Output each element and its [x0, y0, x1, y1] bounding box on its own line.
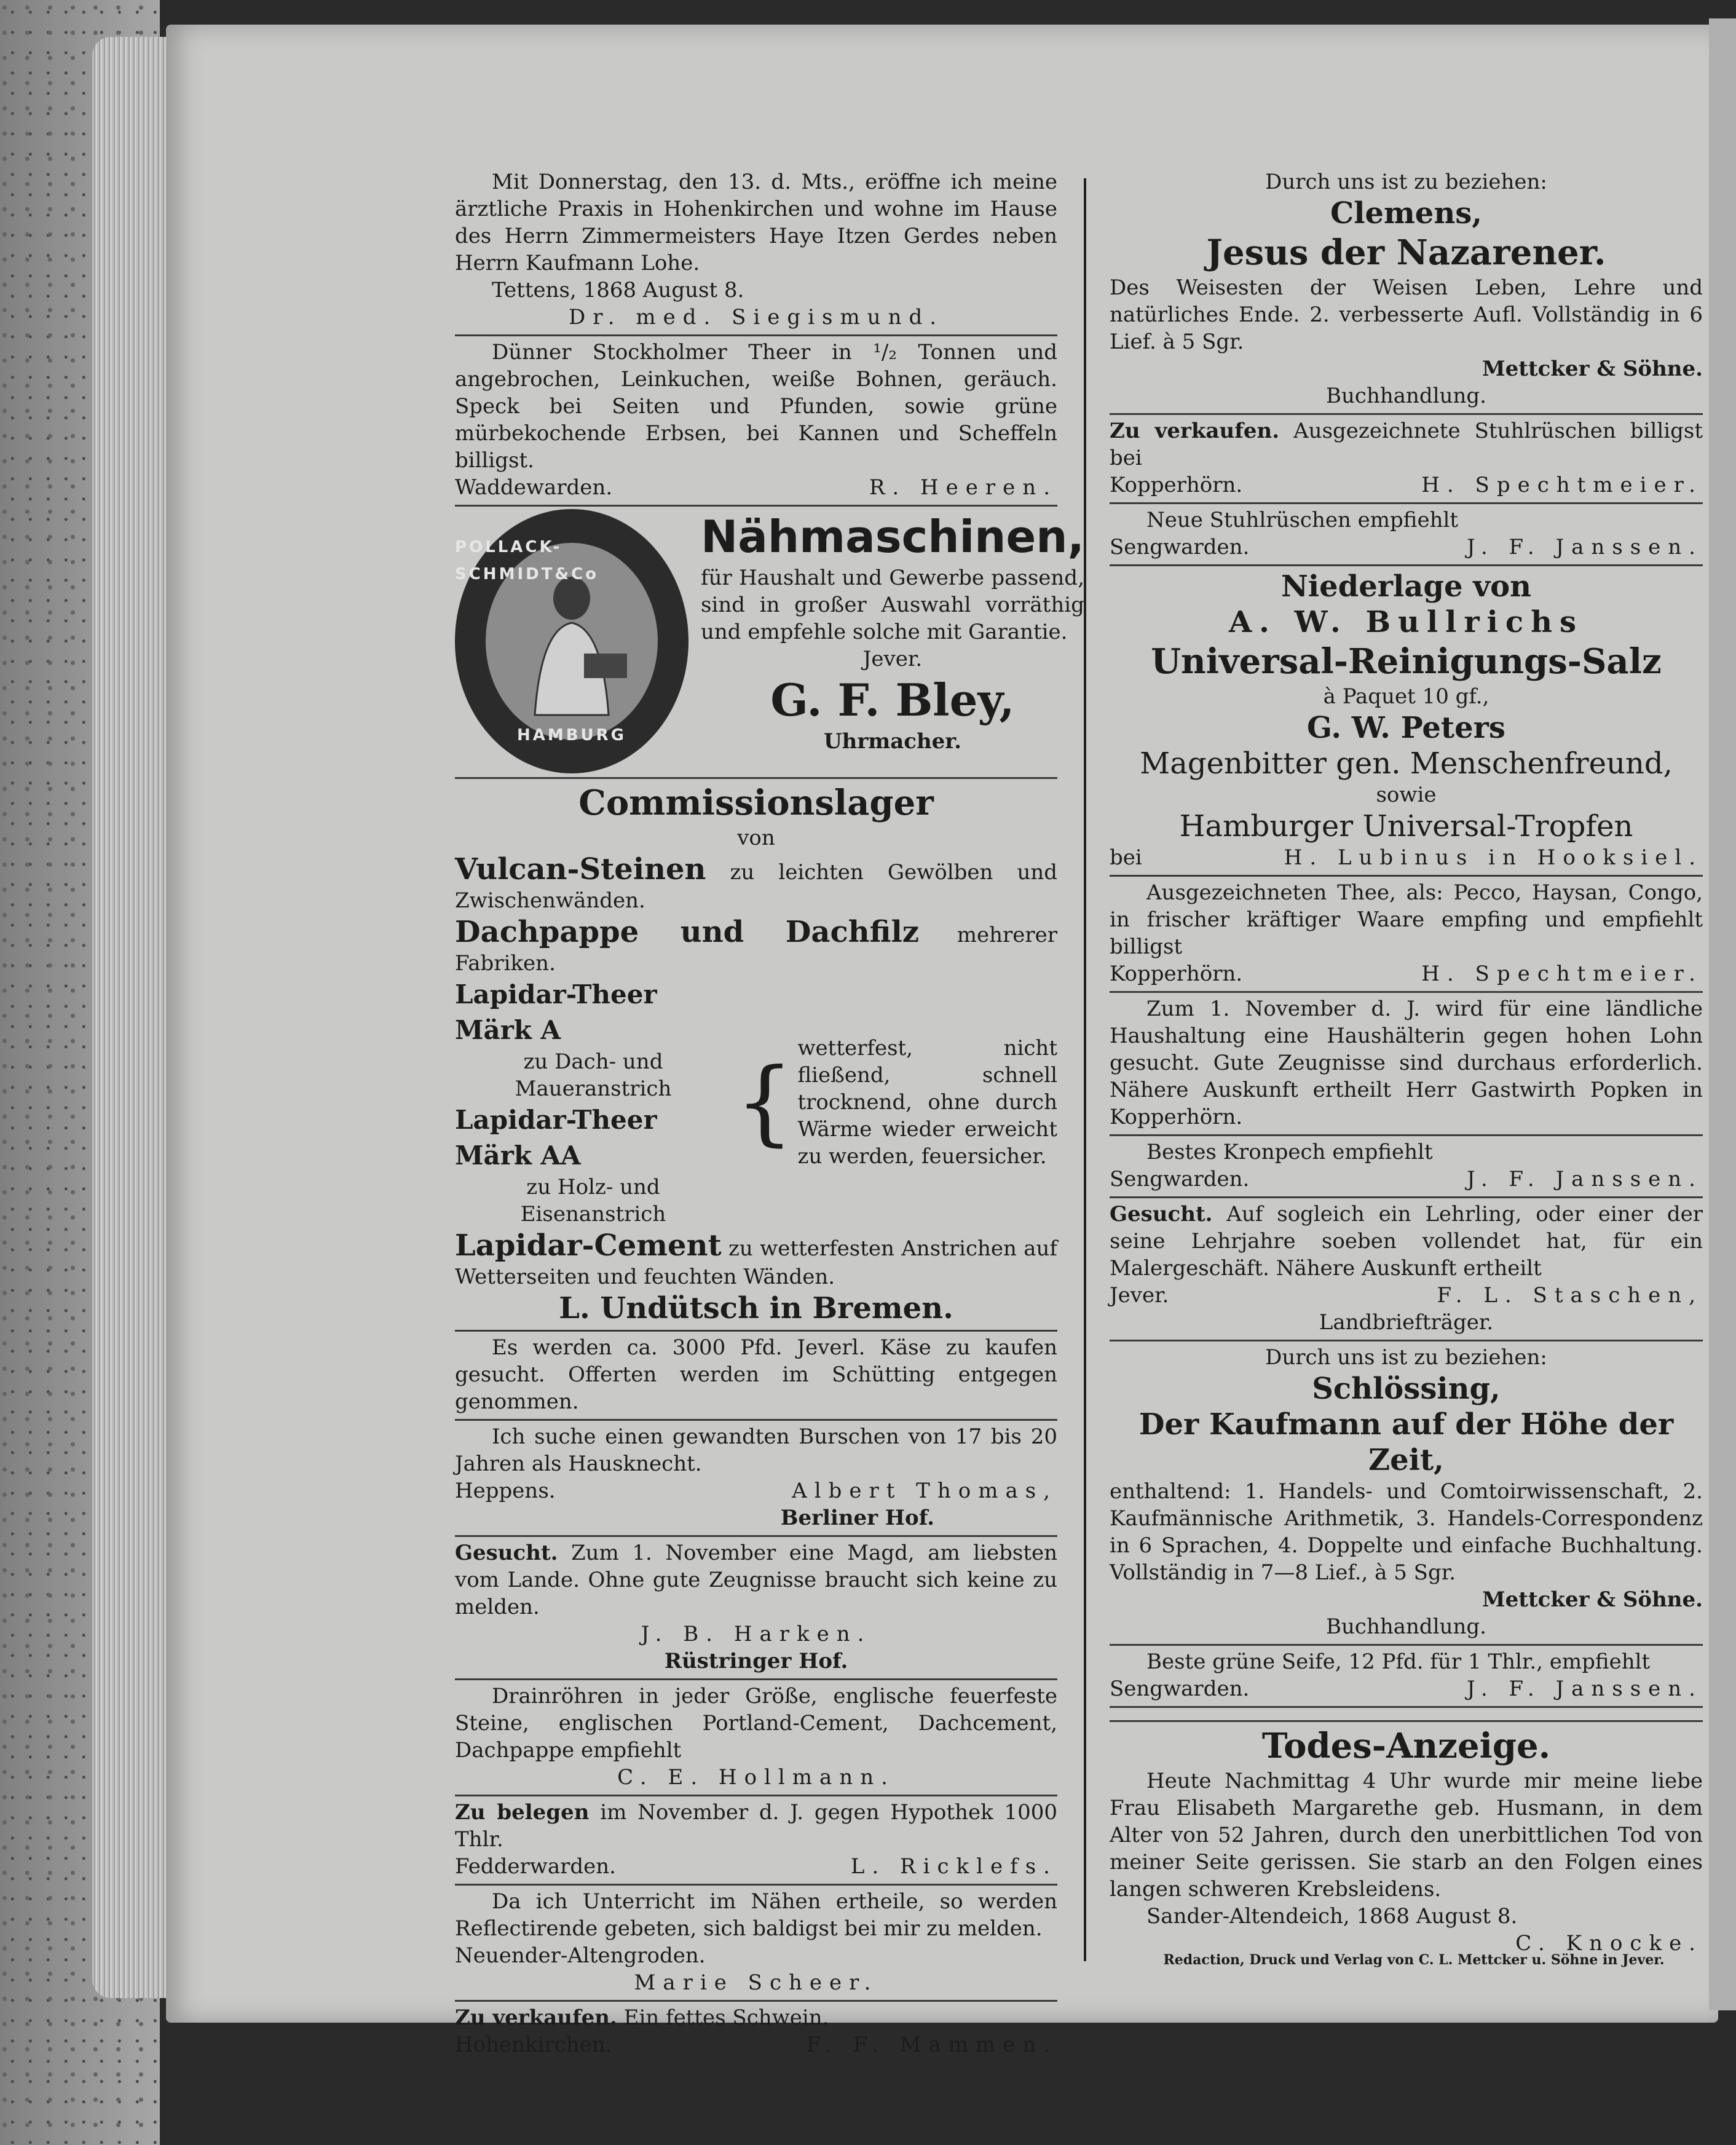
schwein-head: Zu verkaufen. [455, 2005, 617, 2030]
salz-l4: à Paquet 10 gf., [1323, 684, 1489, 709]
ad-kronpech [1110, 1136, 1703, 1198]
kaufmann-intro: Durch uns ist zu beziehen: [1265, 1345, 1547, 1370]
ad-todesanzeige [1110, 1720, 1703, 1961]
ad-bursche [455, 1421, 1057, 1537]
todes-signature: C. Knocke. [1515, 1931, 1703, 1956]
salz-signature: H. Lubinus in Hooksiel. [1284, 845, 1703, 870]
todes-place: Sander-Altendeich, 1868 August 8. [1146, 1904, 1518, 1929]
lehrling-place: Jever. [1110, 1283, 1169, 1308]
clemens-intro: Durch uns ist zu beziehen: [1265, 170, 1547, 194]
magd-signature: J. B. Harken. [641, 1622, 872, 1646]
kaufmann-title: Der Kaufmann auf der Höhe der Zeit, [1138, 1407, 1674, 1477]
ad-seife [1110, 1646, 1703, 1708]
ad-haushaelterin [1110, 993, 1703, 1136]
ad-hypothek [455, 1796, 1057, 1886]
bursch-place: Heppens. [455, 1479, 556, 1503]
naeh-text: für Haushalt und Gewerbe passend, sind in großer Auswahl vorräthig und empfehle solche mit Garantie. [701, 566, 1084, 644]
clemens-title: Jesus der Nazarener. [1206, 232, 1606, 273]
stuhl-place: Kopperhörn. [1110, 473, 1243, 497]
stuhl-text: Ausgezeichnete Stuhlrüschen billigst bei [1110, 419, 1703, 470]
clemens-author: Clemens, [1330, 196, 1482, 231]
ad-praxis [455, 166, 1057, 336]
comm-dach: Dachpappe und Dachfilz [455, 915, 920, 949]
seal-text-top: POLLACK-SCHMIDT&Co [455, 538, 599, 583]
haushaelterin-text: Zum 1. November d. J. wird für eine ländliche Haushaltung eine Haushälterin gegen hohen Lohn gesucht. Gute Zeugnisse sind durchaus erforderlich. Nähere Auskunft ertheilt Herr Gastwirth Popken in Kopperhörn. [1110, 997, 1703, 1129]
stuhl2-text: Neue Stuhlrüschen empfiehlt [1146, 508, 1459, 532]
clemens-firm-2: Buchhandlung. [1326, 384, 1486, 408]
hypo-place: Fedderwarden. [455, 1854, 616, 1879]
ad-lehrling [1110, 1198, 1703, 1341]
ad-stuhlrueschen [1110, 415, 1703, 504]
kaufmann-firm-2: Buchhandlung. [1326, 1614, 1486, 1639]
ad-magd [455, 1537, 1057, 1680]
ad-naehmaschinen [455, 507, 1084, 779]
lehrling-signature-2: Landbriefträger. [1319, 1310, 1494, 1335]
comm-dach-text: mehrerer Fabriken. [455, 923, 1057, 976]
bursch-signature-2: Berliner Hof. [780, 1506, 934, 1530]
thee-signature: H. Spechtmeier. [1421, 962, 1703, 986]
page-stack [92, 37, 178, 1998]
praxis-place: Tettens, 1868 August 8. [492, 278, 744, 302]
stuhl2-signature: J. F. Janssen. [1466, 535, 1703, 559]
comm-lapidar-group [455, 977, 1057, 1228]
magd-text: Zum 1. November eine Magd, am liebsten vom Lande. Ohne gute Zeugnisse braucht sich keine zu melden. [455, 1541, 1058, 1619]
pech-text: Bestes Kronpech empfiehlt [1146, 1140, 1433, 1164]
comm-lapidar-a: Lapidar-Theer Märk A [455, 979, 657, 1045]
bursch-text: Ich suche einen gewandten Burschen von 17 bis 20 Jahren als Hausknecht. [455, 1424, 1057, 1476]
stuhl2-place: Sengwarden. [1110, 535, 1250, 559]
comm-cement: Lapidar-Cement [455, 1228, 722, 1263]
kaufmann-author: Schlössing, [1312, 1372, 1501, 1406]
clemens-text: Des Weisesten der Weisen Leben, Lehre und natürliches Ende. 2. verbesserte Aufl. Vollständig in 6 Lief. à 5 Sgr. [1110, 275, 1703, 354]
salz-l7: sowie [1376, 783, 1437, 807]
naeh-role: Uhrmacher. [823, 729, 961, 754]
naeh-name: G. F. Bley, [770, 674, 1015, 726]
lehrling-text: Auf sogleich ein Lehrling, oder einer der seine Lehrjahre soeben vollendet hat, für ein Malergeschäft. Nähere Auskunft ertheilt [1110, 1202, 1703, 1281]
ad-stuhlrueschen-2 [1110, 504, 1703, 566]
lehrling-signature: F. L. Staschen, [1437, 1283, 1703, 1308]
salz-l8: Hamburger Universal-Tropfen [1179, 809, 1633, 843]
hypo-text: im November d. J. gegen Hypothek 1000 Thlr. [455, 1800, 1057, 1852]
pollack-schmidt-seal [455, 509, 688, 773]
schwein-place: Hohenkirchen. [455, 2032, 612, 2057]
ad-drain [455, 1680, 1057, 1796]
todes-text: Heute Nachmittag 4 Uhr wurde mir meine liebe Frau Elisabeth Margarethe geb. Husmann, in dem Alter von 52 Jahren, durch den unerbittlichen Tod von meiner Seite gerissen. Sie starb an den Folgen eines langen schweren Krebsleidens. [1110, 1769, 1703, 1902]
praxis-text: Mit Donnerstag, den 13. d. Mts., eröffne ich meine ärztliche Praxis in Hohenkirchen und wohne im Hause des Herrn Zimmermeisters Haye Itzen Gerdes neben Herrn Kaufmann Lohe. [455, 170, 1057, 275]
kaufmann-text: enthaltend: 1. Handels- und Comtoirwissenschaft, 2. Kaufmännische Arithmetik, 3. Handels-Correspondenz in 6 Sprachen, 4. Doppelte und einfache Buchhaltung. Vollständig in 7—8 Lief., à 5 Sgr. [1110, 1479, 1703, 1585]
todes-title: Todes-Anzeige. [1261, 1726, 1551, 1766]
seife-text: Beste grüne Seife, 12 Pfd. für 1 Thlr., empfiehlt [1146, 1649, 1651, 1674]
comm-lapidar-aa: Lapidar-Theer Märk AA [455, 1105, 657, 1171]
ad-commissionslager [455, 779, 1057, 1332]
seal-text-bottom: HAMBURG [516, 726, 627, 745]
salz-l6: Magenbitter gen. Menschenfreund, [1140, 746, 1673, 781]
drain-text: Drainröhren in jeder Größe, englische feuerfeste Steine, englischen Portland-Cement, Dachcement, Dachpappe empfiehlt [455, 1684, 1057, 1763]
ad-naehen [455, 1886, 1057, 2002]
ad-theer [455, 336, 1057, 507]
column-divider [1084, 178, 1086, 1961]
ad-reinigungssalz [1110, 566, 1703, 877]
seife-place: Sengwarden. [1110, 1677, 1250, 1701]
right-column [1110, 166, 1703, 1961]
salz-l5: G. W. Peters [1307, 711, 1505, 745]
naeh-place: Jever. [862, 647, 923, 671]
stuhl-signature: H. Spechtmeier. [1421, 473, 1703, 497]
schwein-text: Ein fettes Schwein. [623, 2005, 829, 2030]
comm-vulcan: Vulcan-Steinen [455, 852, 706, 887]
comm-lapidar-a-text: zu Dach- und Maueranstrich [515, 1049, 672, 1101]
salz-l1: Niederlage von [1281, 569, 1531, 604]
salz-bei: bei [1110, 845, 1142, 870]
seife-signature: J. F. Janssen. [1466, 1677, 1703, 1701]
next-page-edge [1709, 18, 1736, 2010]
pech-signature: J. F. Janssen. [1466, 1167, 1703, 1191]
ad-kaufmann [1110, 1341, 1703, 1646]
naehen-signature: Marie Scheer. [634, 1970, 878, 1995]
ad-clemens [1110, 166, 1703, 415]
stuhl-head: Zu verkaufen. [1110, 419, 1280, 443]
ad-thee [1110, 877, 1703, 993]
comm-vulcan-text: zu leichten Gewölben und Zwischenwänden. [455, 860, 1058, 913]
left-column [455, 166, 1084, 2062]
kaufmann-firm: Mettcker & Söhne. [1482, 1587, 1703, 1612]
comm-title: Commissionslager [578, 783, 934, 823]
magd-signature-2: Rüstringer Hof. [664, 1649, 848, 1673]
comm-von: von [737, 826, 775, 850]
pech-place: Sengwarden. [1110, 1167, 1250, 1191]
hypo-head: Zu belegen [455, 1800, 590, 1825]
comm-firm: L. Undütsch in Bremen. [559, 1291, 953, 1325]
clemens-firm: Mettcker & Söhne. [1482, 357, 1703, 381]
naehen-text: Da ich Unterricht im Nähen ertheile, so werden Reflectirende gebeten, sich baldigst bei mir zu melden. [455, 1889, 1057, 1941]
theer-place: Waddewarden. [455, 475, 613, 500]
comm-lapidar-aa-text: zu Holz- und Eisenanstrich [520, 1175, 666, 1227]
naehen-place: Neuender-Altengroden. [455, 1943, 706, 1968]
ad-schwein [455, 2002, 1057, 2062]
salz-l3: Universal-Reinigungs-Salz [1151, 641, 1662, 682]
drain-signature: C. E. Hollmann. [617, 1765, 895, 1790]
comm-cement-text: zu wetterfesten Anstrichen auf Wetterseiten und feuchten Wänden. [455, 1236, 1057, 1289]
thee-place: Kopperhörn. [1110, 962, 1243, 986]
lehrling-head: Gesucht. [1110, 1202, 1213, 1227]
kaese-text: Es werden ca. 3000 Pfd. Jeverl. Käse zu kaufen gesucht. Offerten werden im Schütting entgegen genommen. [455, 1335, 1057, 1414]
schwein-signature: F. F. Mammen. [806, 2032, 1057, 2057]
thee-text: Ausgezeichneten Thee, als: Pecco, Haysan, Congo, in frischer kräftiger Waare empfing und empfiehlt billigst [1110, 880, 1703, 959]
comm-brace-text: wetterfest, nicht fließend, schnell trocknend, ohne durch Wärme wieder erweicht zu werden, feuersicher. [797, 1036, 1057, 1169]
brace-glyph: { [735, 1049, 794, 1156]
salz-l2: A. W. Bullrichs [1228, 605, 1584, 639]
bursch-signature: Albert Thomas, [792, 1479, 1057, 1503]
naeh-title: Nähmaschinen, [701, 511, 1084, 563]
hypo-signature: L. Ricklefs. [850, 1854, 1057, 1879]
magd-head: Gesucht. [455, 1541, 558, 1565]
theer-signature: R. Heeren. [869, 475, 1057, 500]
theer-text: Dünner Stockholmer Theer in ¹/₂ Tonnen und angebrochen, Leinkuchen, weiße Bohnen, geräuch. Speck bei Seiten und Pfunden, sowie grüne mürbekochende Erbsen, bei Kannen und Scheffeln billigst. [455, 340, 1057, 473]
imprint-footer: Redaction, Druck und Verlag von C. L. Mettcker u. Söhne in Jever. [1163, 1952, 1665, 1968]
ad-kaese [455, 1332, 1057, 1421]
praxis-signature: Dr. med. Siegismund. [568, 305, 944, 330]
